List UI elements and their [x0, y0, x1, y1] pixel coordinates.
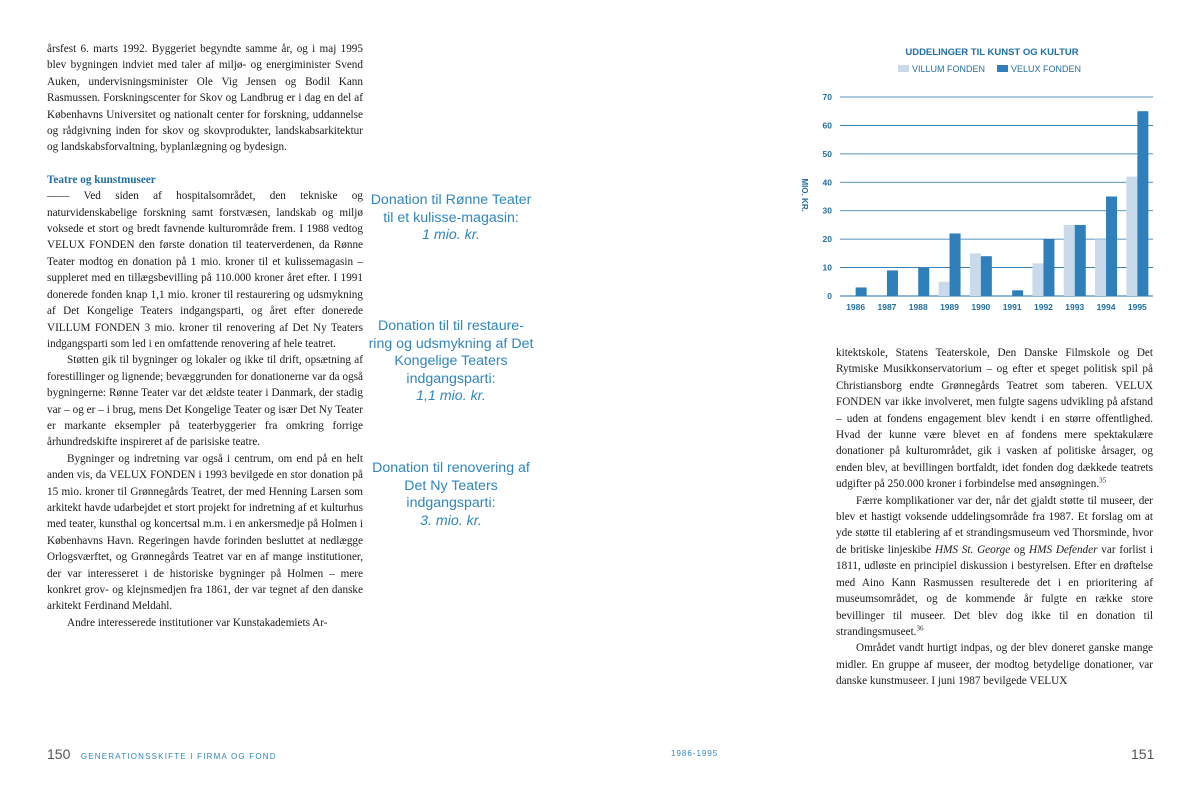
margin-note-amount: 3. mio. kr. — [420, 512, 482, 529]
bar — [1106, 197, 1117, 297]
bar — [856, 287, 867, 296]
bar — [1126, 177, 1137, 296]
legend-swatch — [997, 65, 1008, 72]
paragraph: Andre interesserede institutioner var Kunstakademiets Ar- — [67, 616, 328, 629]
page-number-left: 150 — [47, 746, 71, 762]
x-tick-label: 1992 — [1033, 302, 1053, 312]
paragraph: —— Ved siden af hospitalsområdet, den tekniske og naturvidenskabelige forskning samt forstvæsen, landskab og miljø voksede et stort og bredt favnende kulturområde frem. I 1988 vedtog VELUX FONDEN den første donation til teaterverdenen, da Rønne Teater modtog en donation på 1 mio. kroner til et kulissemagasin – suppleret med en tillægsbevilling på 110.000 kroner året efter. I 1991 donerede fonden knap 1,1 mio. kroner til restaurering og udsmykning af Det Kongelige Teaters indgangsparti, og året efter donerede VILLUM FONDEN 3 mio. kroner til renovering af Det Ny Teaters indgangsparti som led i en omfattende renovering af hele teatret. — [47, 190, 363, 350]
x-tick-label: 1990 — [971, 302, 991, 312]
bar — [1032, 263, 1043, 296]
footnote-ref: 36 — [916, 624, 924, 633]
paragraph-text: Færre komplikationer var der, når det gjaldt støtte til museer, der blev et hastigt voksende uddelingsområde fra 1987. Et forslag om at yde støtte til etablering af et strandingsmuseum ved Thorsminde, hvor de britiske linjeskibe — [836, 494, 1153, 556]
x-tick-label: 1994 — [1096, 302, 1116, 312]
y-tick-label: 50 — [822, 148, 832, 159]
y-tick-label: 30 — [822, 205, 832, 216]
paragraph — [836, 493, 1153, 641]
x-tick-label: 1988 — [908, 302, 928, 312]
bar — [1043, 239, 1054, 296]
bar — [1137, 111, 1148, 296]
x-tick-label: 1986 — [846, 302, 866, 312]
paragraph: Området vandt hurtigt indpas, og der blev doneret ganske mange midler. En gruppe af museer, der modtog betydelige donationer, var danske kunstmuseer. I juni 1987 bevilgede VELUX — [836, 642, 1153, 688]
bar — [939, 282, 950, 296]
y-tick-label: 70 — [822, 92, 832, 102]
ship-name: HMS St. George — [935, 543, 1011, 556]
paragraph-text: var forlist i 1811, udløste en principiel diskussion i bestyrelsen. Efter en drøftelse med Aino Kann Rasmussen resulterede det i en prioritering af museumsområdet, og de kommende år fulgte en række store bevillinger til museer. Det blev dog ikke til en donation til strandingsmuseet. — [836, 543, 1153, 638]
paragraph: Støtten gik til bygninger og lokaler og ikke til drift, opsætning af forestillinger og lignende; bevæggrunden for donationerne var da også bygningerne: Rønne Teater var det ældste teater i Danmark, der stadig var – og er – i brug, mens Det Kongelige Teater og især Det Ny Teater er markante eksempler på teaterbyggerier fra omkring forrige århundredskifte inspireret af de parisiske teatre. — [47, 354, 363, 449]
paragraph: årsfest 6. marts 1992. Byggeriet begyndte samme år, og i maj 1995 blev bygningen indviet med taler af miljø- og energiminister Svend Auken, undervisningsminister Ole Vig Jensen og Bodil Kann Rasmussen. Forskningscenter for Skov og Landbrug er i dag en del af Københavns Universitet og nationalt center for forskning, uddannelse og rådgivning inden for skov og skovprodukter, landskabsarkitektur og landskabsforvaltning, byplanlægning og bydesign. — [47, 43, 363, 154]
margin-note-text: Donation til renovering af Det Ny Teaters indgangsparti: — [372, 460, 530, 512]
bar — [1012, 290, 1023, 296]
x-tick-label: 1995 — [1127, 302, 1147, 312]
bar — [1095, 239, 1106, 296]
bar-chart — [795, 40, 1165, 320]
x-tick-label: 1989 — [940, 302, 960, 312]
x-tick-label: 1991 — [1002, 302, 1022, 312]
y-axis-label: MIO. KR. — [800, 178, 809, 212]
x-tick-label: 1993 — [1065, 302, 1085, 312]
bar — [1064, 225, 1075, 296]
y-tick-label: 0 — [827, 291, 832, 301]
margin-note-amount: 1,1 mio. kr. — [416, 388, 486, 405]
y-tick-label: 10 — [822, 262, 832, 273]
margin-note — [368, 192, 534, 245]
margin-note-text: Donation til til restaure-ring og udsmykning af Det Kongelige Teaters indgangsparti: — [368, 318, 534, 387]
bar — [981, 256, 992, 296]
chart-title: UDDELINGER TIL KUNST OG KULTUR — [905, 47, 1079, 58]
y-tick-label: 20 — [822, 234, 832, 245]
paragraph — [836, 345, 1153, 493]
ship-name: HMS Defender — [1029, 543, 1098, 556]
legend-label: VILLUM FONDEN — [912, 64, 986, 74]
right-text-column — [836, 345, 1153, 690]
bar — [970, 253, 981, 296]
legend-label: VELUX FONDEN — [1011, 64, 1082, 74]
y-tick-label: 60 — [822, 120, 832, 131]
footnote-ref: 35 — [1099, 476, 1107, 485]
margin-note-amount: 1 mio. kr. — [422, 227, 480, 244]
paragraph-text: og — [1010, 543, 1030, 556]
left-text-column — [47, 41, 363, 631]
paragraph-text: kitektskole, Statens Teaterskole, Den Danske Filmskole og Det Rytmiske Musikkonservatorium – og efter et speget politisk spil på Christiansborg endte Grønnegårds Teatret som taberen. VELUX FONDEN var ikke involveret, men fulgte sagens udvikling på afstand – uden at fondens engagement blev kendt i en større offentlighed. Hvad der kunne være blevet en af fondens mere spektakulære donationer på kulturområdet, gik i vasken af politiske årsager, og enden blev, at bevillingen bortfaldt, idet fonden dog dækkede teatrets udgifter på 250.000 kroner i forbindelse med ansøgningen. — [836, 347, 1153, 491]
legend-swatch — [898, 65, 909, 72]
running-title: GENERATIONSSKIFTE I FIRMA OG FOND — [80, 752, 277, 761]
bar — [1075, 225, 1086, 296]
page-number-right: 151 — [1131, 746, 1155, 762]
left-footer — [47, 746, 277, 764]
bar — [918, 268, 929, 296]
margin-note — [368, 318, 534, 406]
margin-note — [368, 460, 534, 530]
paragraph: Bygninger og indretning var også i centrum, om end på en helt anden vis, da VELUX FONDEN i 1993 bevilgede en stor donation på 15 mio. kroner til Grønnegårds Teatret, der med Henning Larsen som arkitekt havde udarbejdet et stort projekt for indretning af et kulturhus med teater, kunsthal og koncertsal m.m. i en ankersmedje på Holmen i Københavns Havn. Regeringen havde forinden besluttet at nedlægge Orlogsværftet, og Grønnegårds Teatret var en af mange institutioner, der var interesseret i de historiske bygninger på Holmen – mere konkret grov- og klejnsmedjen fra 1861, der var tegnet af den danske arkitekt Ferdinand Meldahl. — [47, 452, 363, 613]
y-tick-label: 40 — [822, 177, 832, 188]
bar — [950, 233, 961, 296]
period-label: 1986-1995 — [671, 749, 719, 758]
section-heading: Teatre og kunstmuseer — [47, 173, 156, 186]
margin-note-text: Donation til Rønne Teater til et kulisse-magasin: — [370, 192, 532, 226]
x-tick-label: 1987 — [877, 302, 897, 312]
bar — [887, 270, 898, 296]
